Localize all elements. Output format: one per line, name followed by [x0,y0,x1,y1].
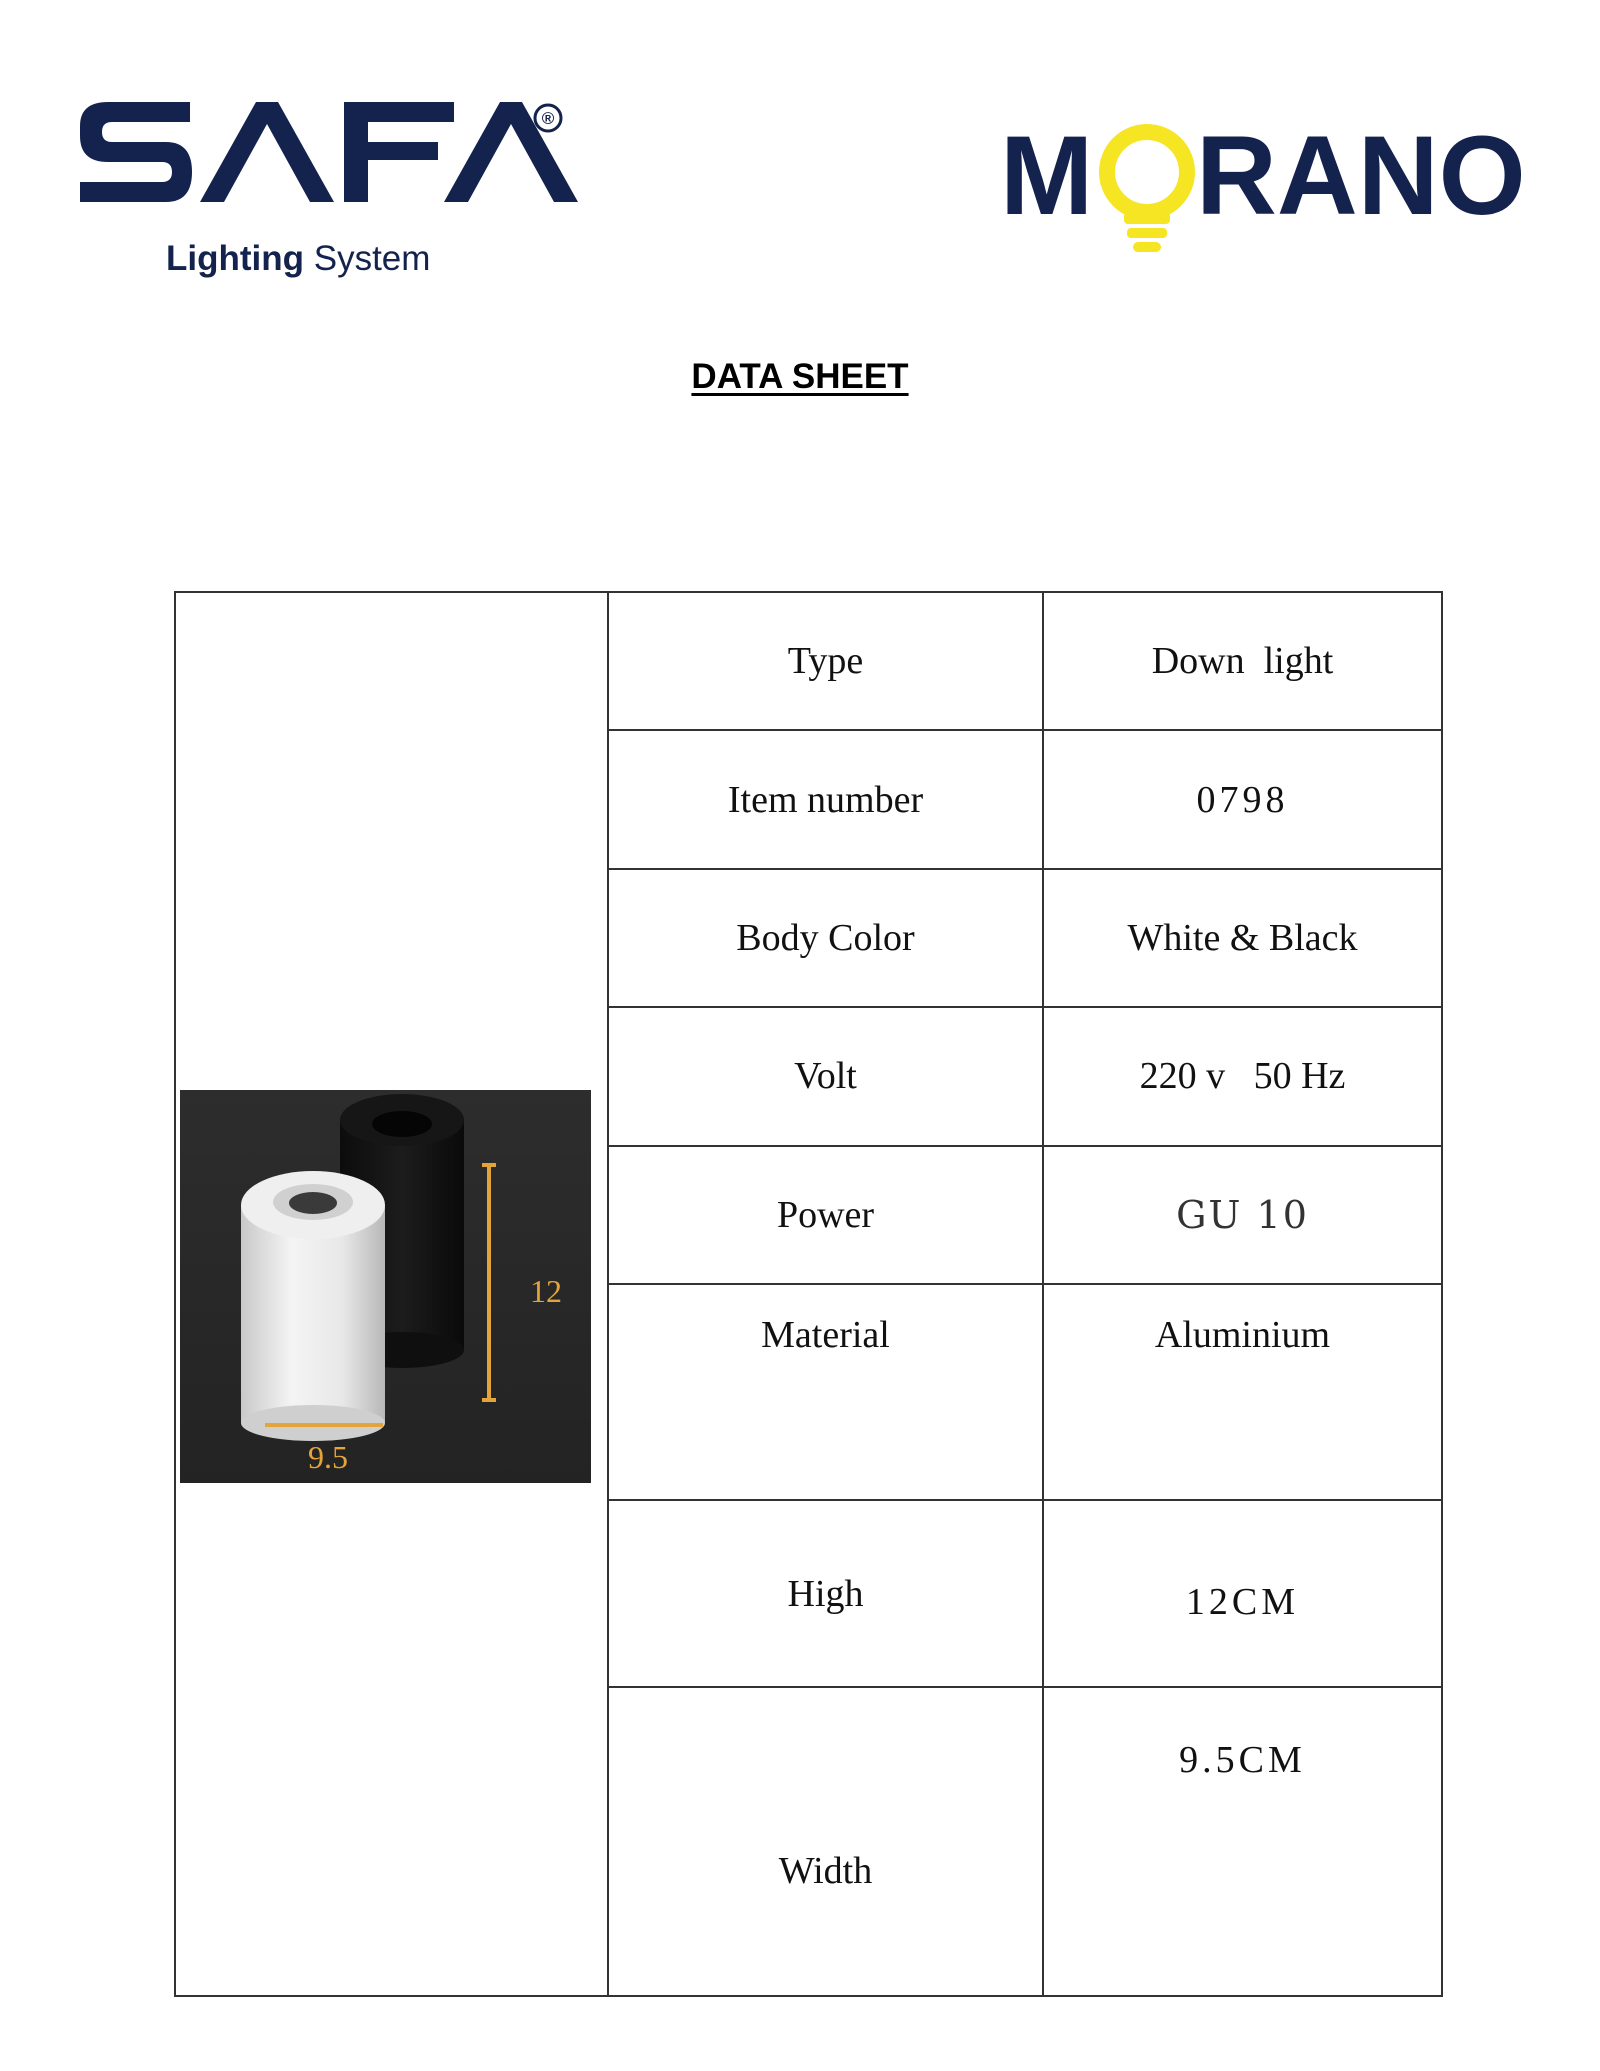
safa-logo [78,100,578,290]
product-photo [180,1090,591,1483]
spec-label: Type [608,592,1043,730]
spec-value: White & Black [1043,869,1442,1007]
spec-label: Power [608,1146,1043,1284]
spec-value: 12CM [1043,1500,1442,1687]
morano-logo [1000,118,1560,258]
spec-label: Item number [608,730,1043,868]
spec-label: High [608,1500,1043,1687]
width-dimension: 9.5 [308,1439,348,1475]
height-dimension: 12 [530,1273,562,1309]
spec-label: Body Color [608,869,1043,1007]
safa-tagline: Lighting System [166,239,431,278]
registered-mark: ® [541,109,555,128]
table-row [175,592,1442,730]
spec-label: Volt [608,1007,1043,1145]
spec-value: 9.5CM [1043,1687,1442,1996]
svg-text:M: M [1000,118,1094,238]
svg-text:RANO: RANO [1196,118,1526,238]
lightbulb-icon [1107,132,1187,252]
spec-value: Down light [1043,592,1442,730]
spec-value: GU 10 [1043,1146,1442,1284]
spec-value: Aluminium [1043,1284,1442,1500]
spec-value: 0798 [1043,730,1442,868]
spec-label: Width [608,1687,1043,1996]
document-title: DATA SHEET [691,357,909,396]
spec-label: Material [608,1284,1043,1500]
spec-value: 220 v 50 Hz [1043,1007,1442,1145]
